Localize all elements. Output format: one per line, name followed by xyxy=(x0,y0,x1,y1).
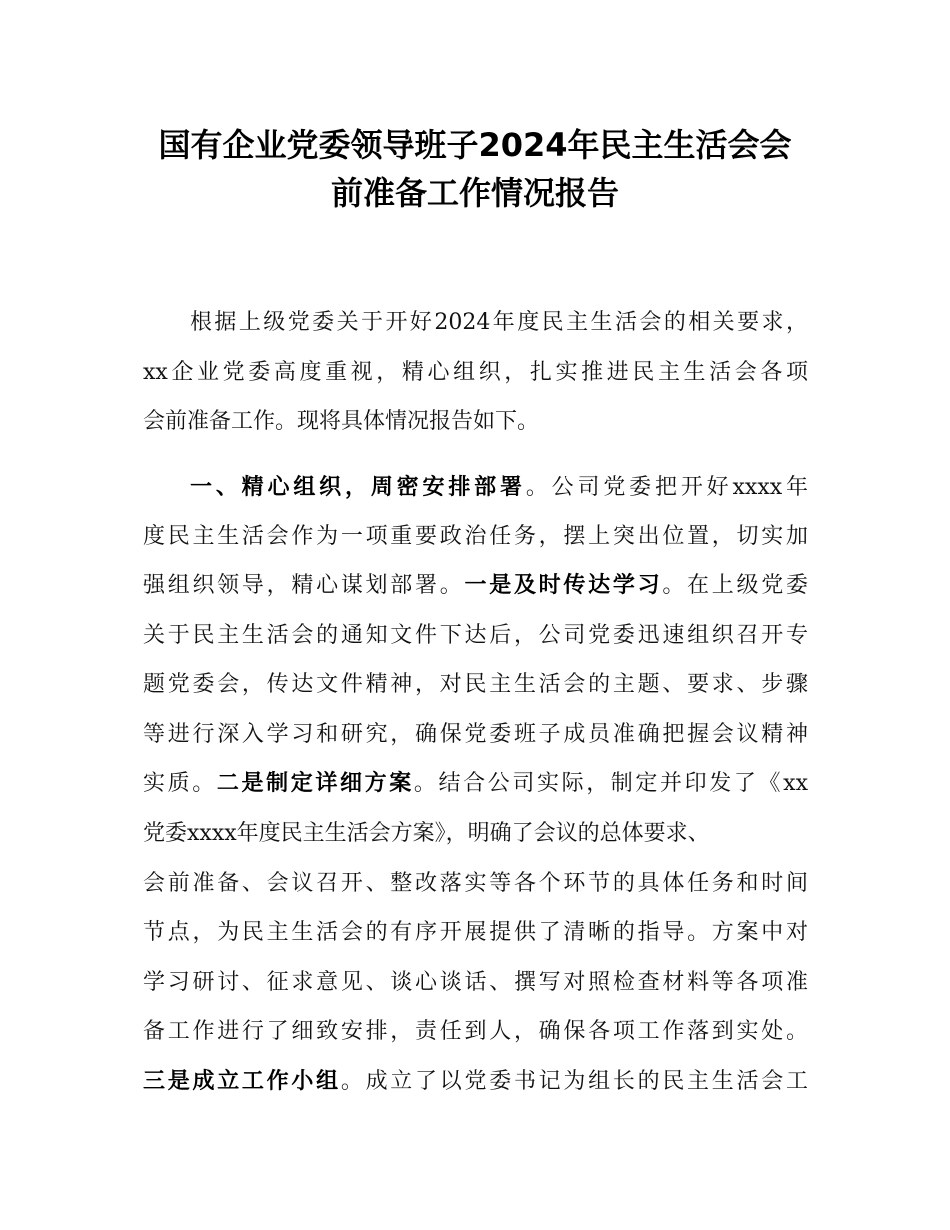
body-text: 。成立了以党委书记为组长的民主生活会工 xyxy=(340,1069,808,1094)
paragraph-2-line xyxy=(143,621,808,651)
body-text: 根据上级党委关于开好2024年度民主生活会的相关要求， xyxy=(190,310,808,335)
body-text: 。公司党委把开好xxxx年 xyxy=(525,475,808,500)
bold-heading-text: 二是制定详细方案 xyxy=(216,771,414,796)
paragraph-2-line xyxy=(143,1067,808,1097)
body-text: 等进行深入学习和研究，确保党委班子成员准确把握会议精神 xyxy=(143,722,808,747)
document-title-line-2: 前准备工作情况报告 xyxy=(330,174,619,212)
body-text: 题党委会，传达文件精神，对民主生活会的主题、要求、步骤 xyxy=(143,672,808,697)
paragraph-2-line xyxy=(143,869,808,899)
paragraph-2-line xyxy=(190,473,808,503)
paragraph-2-line xyxy=(143,769,808,799)
paragraph-2-line xyxy=(143,522,808,552)
paragraph-2-line xyxy=(143,819,808,849)
body-text: 。在上级党委 xyxy=(662,573,808,598)
paragraph-2-line xyxy=(143,1017,808,1047)
paragraph-2-line xyxy=(143,670,808,700)
bold-heading-text: 一是及时传达学习 xyxy=(464,573,663,598)
bold-heading-text: 一、精心组织，周密安排部署 xyxy=(190,475,526,500)
body-text: 强组织领导，精心谋划部署。 xyxy=(143,573,465,598)
body-text: 会前准备工作。现将具体情况报告如下。 xyxy=(143,409,540,434)
paragraph-2-line xyxy=(143,968,808,998)
body-text: 学习研讨、征求意见、谈心谈话、撰写对照检查材料等各项准 xyxy=(143,970,808,995)
document-title-line-1: 国有企业党委领导班子2024年民主生活会会 xyxy=(158,126,792,164)
body-text: 实质。 xyxy=(143,771,217,796)
bold-heading-text: 三是成立工作小组 xyxy=(143,1069,341,1094)
paragraph-2-line xyxy=(143,571,808,601)
body-text: 备工作进行了细致安排，责任到人，确保各项工作落到实处。 xyxy=(143,1019,808,1044)
paragraph-2-line xyxy=(143,720,808,750)
body-text: 会前准备、会议召开、整改落实等各个环节的具体任务和时间 xyxy=(143,871,808,896)
body-text: xx企业党委高度重视，精心组织，扎实推进民主生活会各项 xyxy=(143,360,808,385)
body-text: 关于民主生活会的通知文件下达后，公司党委迅速组织召开专 xyxy=(143,623,808,648)
paragraph-1-line xyxy=(143,407,808,437)
body-text: 党委xxxx年度民主生活会方案》，明确了会议的总体要求、 xyxy=(143,821,710,846)
paragraph-2-line xyxy=(143,918,808,948)
body-text: 度民主生活会作为一项重要政治任务，摆上突出位置，切实加 xyxy=(143,524,808,549)
paragraph-1-line xyxy=(143,358,808,388)
paragraph-1-line xyxy=(190,308,808,338)
body-text: 节点，为民主生活会的有序开展提供了清晰的指导。方案中对 xyxy=(143,920,808,945)
body-text: 。结合公司实际，制定并印发了《xx xyxy=(413,771,808,796)
